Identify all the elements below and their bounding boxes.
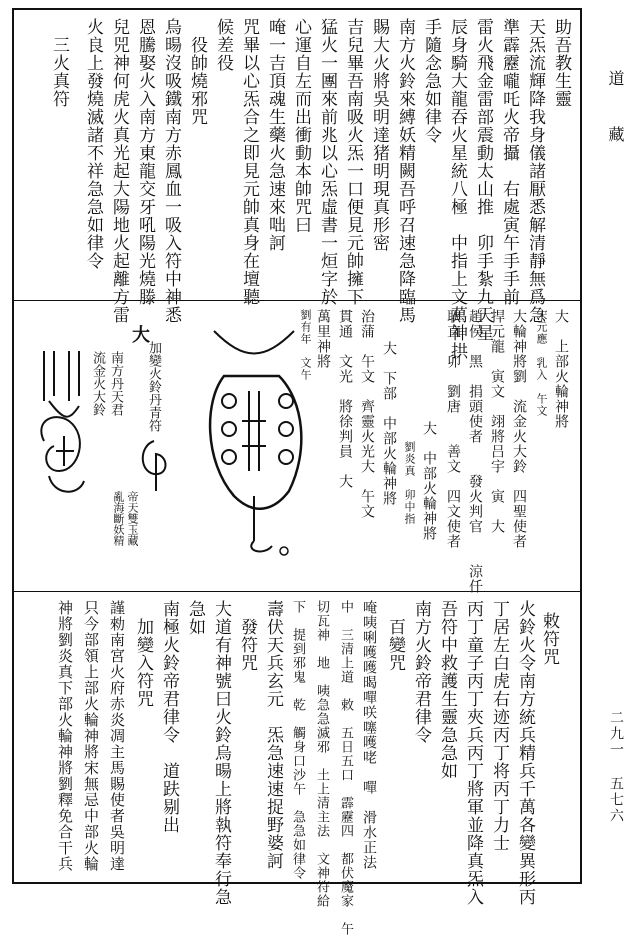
text-column: 謹勑南宮火府赤炎凋主馬賜使者吳明達 bbox=[108, 600, 126, 872]
text-column: 大 中部火輪神將 bbox=[421, 421, 437, 541]
seal-line: 流金火大鈴 bbox=[90, 351, 105, 416]
text-column: 雷火飛金雷部震動太山推 卯手紮九天星 bbox=[473, 18, 493, 342]
text-column: 吉兒畢吾南吸火炁一口便見元帥擁下 bbox=[343, 18, 363, 306]
text-column: 只今部領上部火輪神將宋無忌中部火輪 bbox=[82, 600, 100, 872]
text-column: 三火真符 bbox=[49, 18, 69, 108]
text-column: 發符咒 bbox=[237, 600, 257, 672]
text-column: 南方火鈴來縛妖精闕吾呼召速急降臨馬 bbox=[395, 18, 415, 324]
text-column: 趙侯 黑 捐頭使者 發火判官 涼仟 bbox=[467, 309, 483, 594]
text-column: 役帥燒邪咒 bbox=[187, 18, 207, 126]
text-column: 大輪神將劉 流金火大鈴 四聖使者 bbox=[511, 309, 527, 549]
text-column: 心運自左而出衝動本帥咒曰 bbox=[291, 18, 311, 234]
text-column: 加變入符咒 bbox=[133, 600, 153, 708]
text-column: 火鈴火令南方統兵精兵千萬各變異形丙 bbox=[515, 600, 535, 906]
seal-glyph-drawing bbox=[34, 341, 94, 501]
text-column: 丙丁童子丙丁夾兵丙丁將軍並降真炁入 bbox=[463, 600, 483, 906]
text-column: 敕符咒 bbox=[539, 612, 559, 666]
text-column: 賜大火將吳明達猪明現真形密 bbox=[369, 18, 389, 252]
seal-ring-drawing bbox=[134, 436, 174, 496]
text-column: 劉有年 文午 bbox=[299, 309, 312, 381]
text-column: 捍元龍 寅文 翊將吕宇 寅 大 bbox=[489, 309, 505, 534]
text-column: 咒畢以心炁合之即見元帥真身在壇聽 bbox=[239, 18, 259, 306]
text-column: 恩騰娶火入南方東龍交牙吼陽光燒滕 bbox=[135, 18, 155, 306]
text-column: 天炁流輝降我身儀諸厭悉解清靜無爲急 bbox=[525, 18, 545, 324]
seal-title: 大 bbox=[129, 325, 150, 343]
text-column: 烏暘沒吸鐵南方赤鳳血一吸入符中神悉 bbox=[161, 18, 181, 324]
text-column: 下 提到邪鬼 乾 觸身口沙午 急急如律令 bbox=[290, 600, 305, 880]
text-column: 助吾教生靈 bbox=[551, 18, 571, 108]
text-column: 壽伏天兵玄元 炁急速速捉野婆訶 bbox=[263, 600, 283, 870]
text-column: 猛火一團來前兆以心炁虛書一烜字於 bbox=[317, 18, 337, 306]
text-column: 劉炎真 卯中指 bbox=[403, 441, 416, 525]
text-column: 準霹靂嚨吒火帝攝 右處寅午手手前 bbox=[499, 18, 519, 306]
text-column: 大 上部火輪神將 bbox=[553, 309, 569, 429]
text-column: 中 三清上道 敕 五日五口 霹靂四 都伏魔家 午 bbox=[338, 600, 353, 936]
text-column: 辰身騎大龍吞火星統八極 中指上文萬神拱 bbox=[447, 18, 467, 360]
text-column: 切瓦神 地 咦急急滅邪 土上清主法 文神符給 bbox=[314, 600, 329, 908]
text-column: 耿直 卯 劉唐 善文 四文使者 bbox=[445, 309, 461, 549]
text-column: 唵咦唎嚄嚄暍嘽咲噻嚄咾 嘽 滑水正法 bbox=[361, 600, 377, 870]
text-column: 南方火鈴帝君律令 bbox=[411, 600, 431, 744]
talisman-note: 亂海斷妖精 bbox=[112, 491, 125, 546]
page-number: 二九一 五七六 bbox=[608, 710, 624, 824]
page-frame bbox=[12, 8, 582, 936]
middle-panel bbox=[14, 300, 580, 592]
text-column: 百變咒 bbox=[385, 600, 405, 672]
talisman-note: 帝天雙玉藏 bbox=[126, 491, 139, 546]
text-column: 候差役 bbox=[213, 18, 233, 72]
text-column: 大道有神號曰火鈴烏暘上將執符奉行急 bbox=[211, 600, 231, 906]
canon-title: 道 藏 bbox=[606, 70, 625, 154]
bottom-panel bbox=[14, 592, 580, 936]
text-column: 急如 bbox=[185, 600, 205, 636]
text-column: 神將劉炎真下部火輪神將劉釋免合干兵 bbox=[56, 600, 74, 872]
text-column: 大 下部 中部火輪神將 bbox=[381, 341, 397, 506]
text-column: 萬里神將 bbox=[315, 309, 331, 369]
text-column: 丁居左白虎右迹丙丁将丙丁力士 bbox=[489, 600, 509, 852]
text-column: 貫通 文光 將徐判員 大 bbox=[337, 309, 353, 489]
text-column: 唵一吉頂魂生藥火急速來咄訶 bbox=[265, 18, 285, 252]
text-column: 南極火鈴帝君律令 道趺剔出 bbox=[159, 600, 179, 834]
talisman-caption: 加變火鈴丹青符 bbox=[146, 341, 161, 432]
talisman-drawing bbox=[194, 321, 314, 561]
text-column: 治蒲 午文 齊靈火光大 午文 bbox=[359, 309, 375, 519]
text-column: 宋元應 乳入 午文 bbox=[535, 309, 548, 417]
seal-line: 南方丹天君 bbox=[108, 351, 123, 416]
text-column: 手隨念急如律令 bbox=[421, 18, 441, 144]
text-column: 吾符中救護生靈急急如 bbox=[437, 600, 457, 780]
text-column: 火良上發燒滅諸不祥急急如律令 bbox=[83, 18, 103, 270]
text-column: 兒兕神何虎火真光起大陽地火起離方雷 bbox=[109, 18, 129, 324]
